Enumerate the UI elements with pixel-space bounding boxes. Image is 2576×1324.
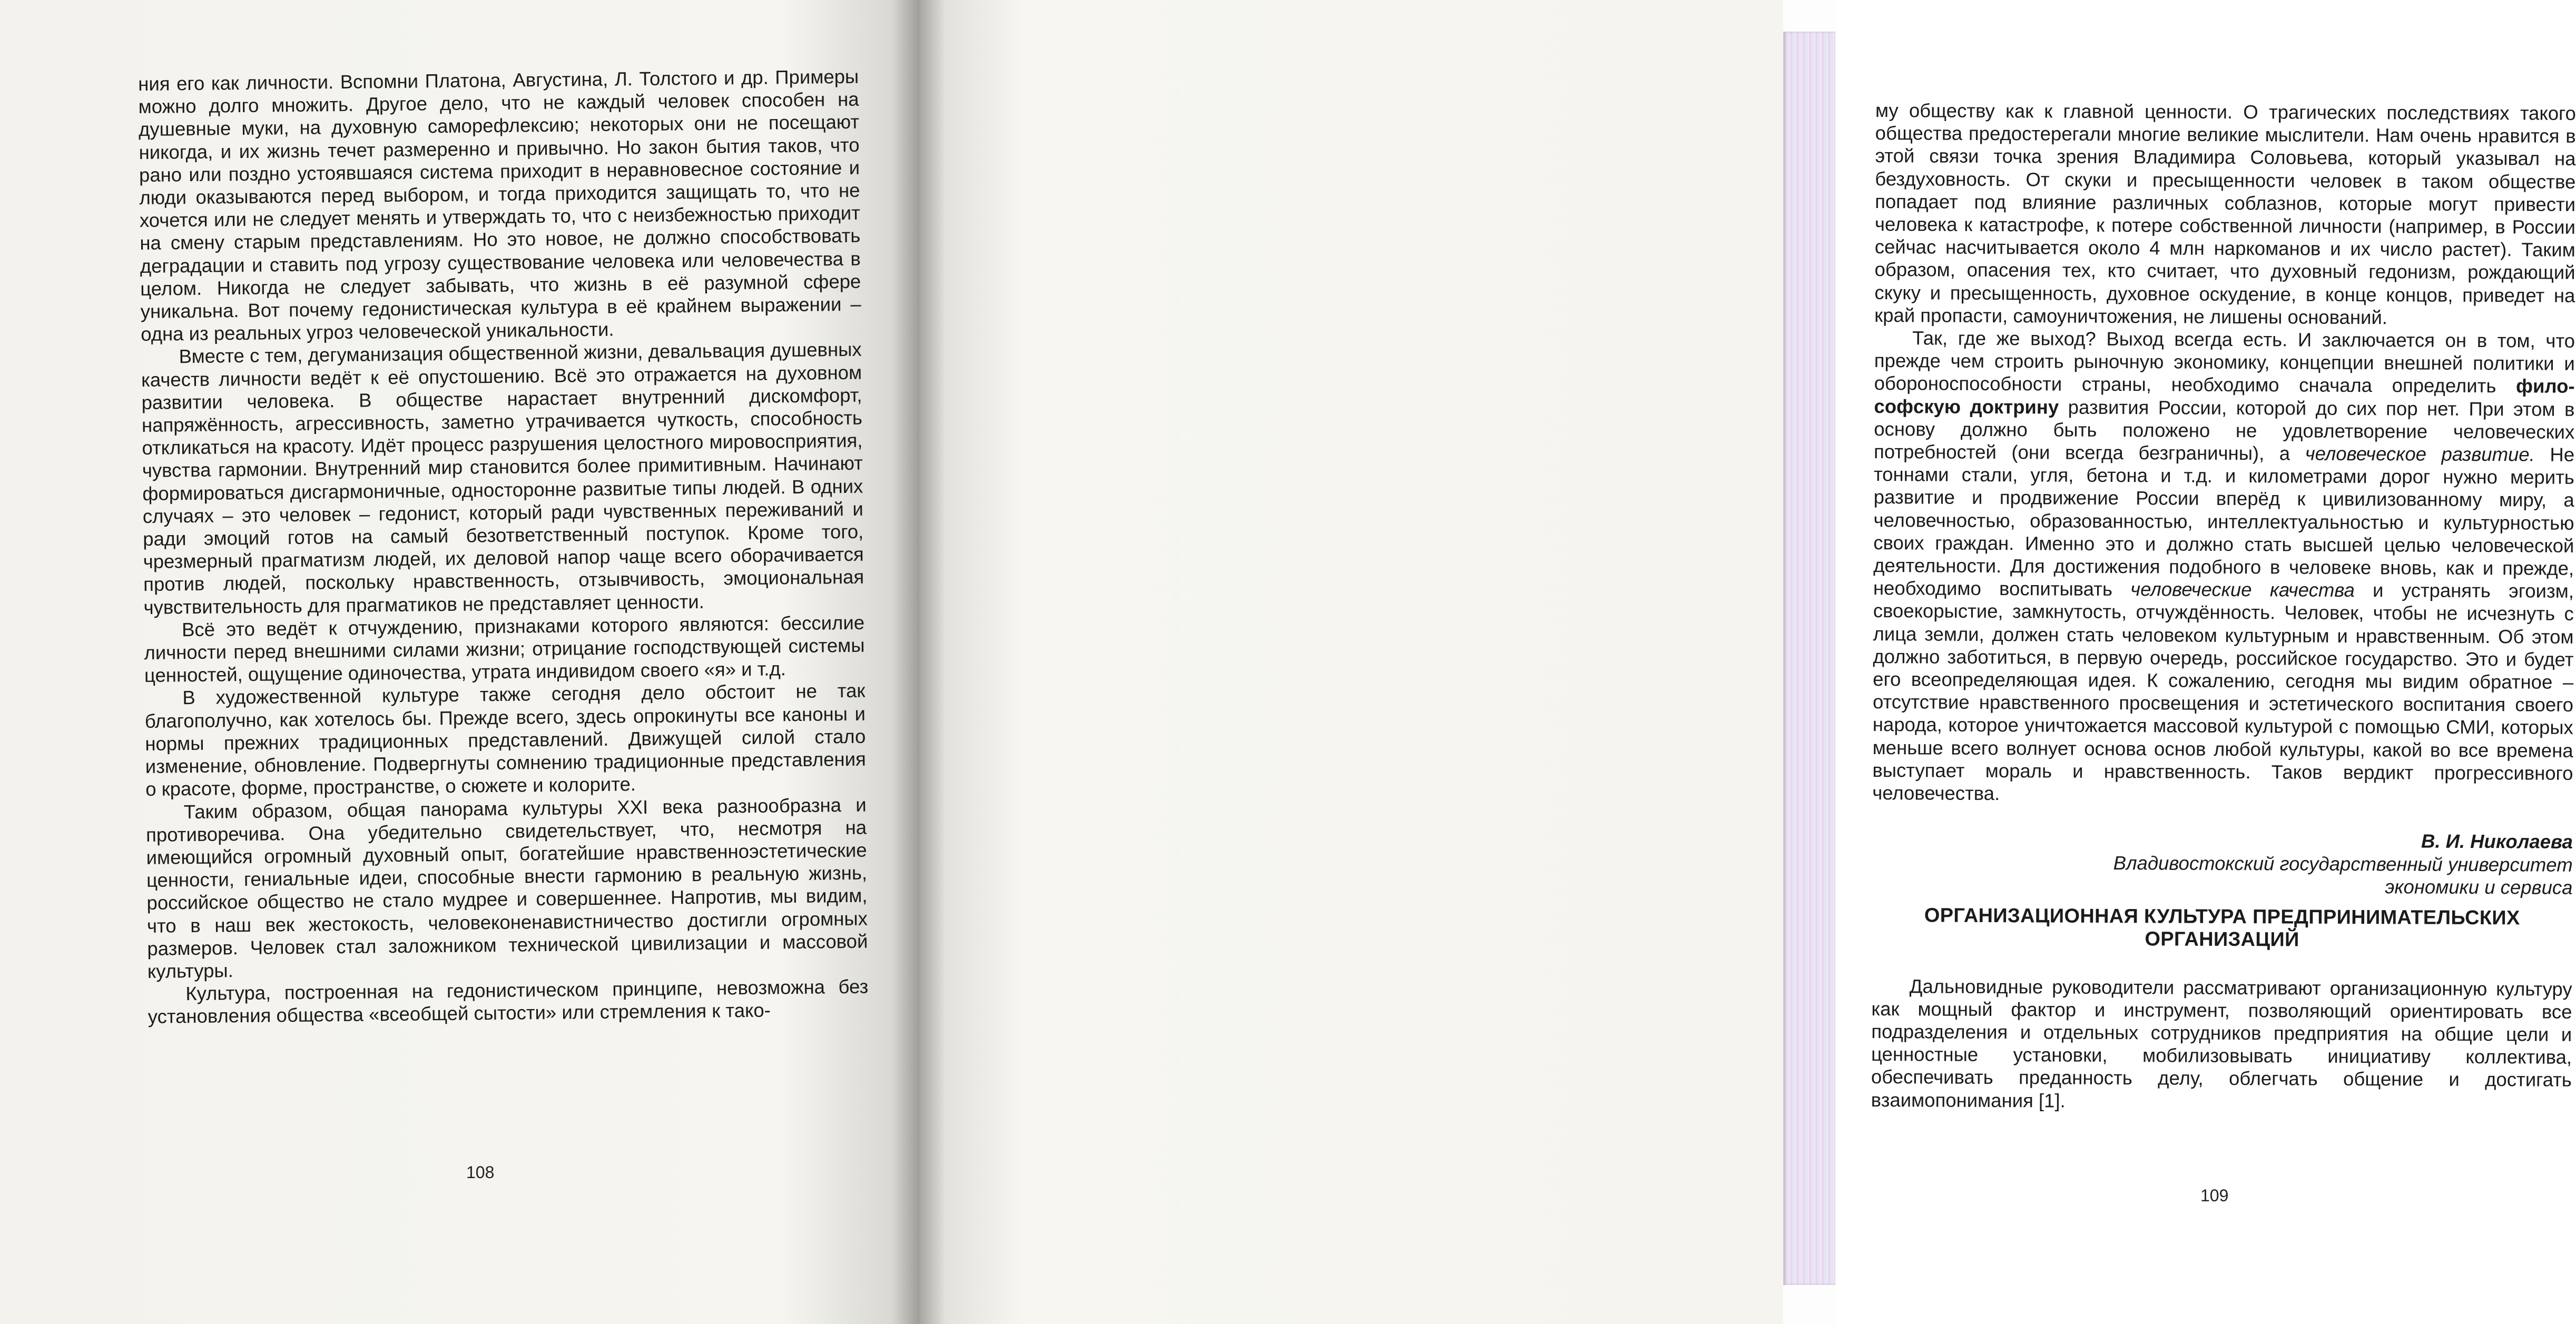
right-page-body [1872, 99, 2576, 807]
left-page-number: 108 [466, 1163, 495, 1182]
paragraph: Всё это ведёт к отчуждению, признаками которого являются: бессилие личности перед внешними силами жизни; отрицание господствующей системы ценностей, ощущение одиночества, утрата индивидом своего «я» и т.д. [144, 611, 865, 687]
paragraph: му обществу как к главной ценности. О трагических последствиях такого общества предостерегали многие великие мыслители. Нам очень нравится в этой связи точка зрения Владимира Соловьева, который указывал на бездуховность. От скуки и пресыщенности человек в таком обществе попадает под влияние различных соблазнов, которые могут привести человека к катастрофе, к потере собственной личности (например, в России сейчас насчитывается около 4 млн наркоманов и их число растет). Таким образом, опасения тех, кто считает, что духовный гедонизм, рождающий скуку и пресыщенность, духовное оскудение, в конце концов, приведет на край пропасти, самоуничтожения, не лишены оснований. [1874, 99, 2576, 329]
paragraph: Вместе с тем, дегуманизация общественной жизни, девальвация душевных качеств личности ведёт к её опустошению. Всё это отражается на духовном развитии человека. В обществе нарастает внутренний дискомфорт, напряжённость, агрессивность, заметно утрачивается чуткость, способность откликаться на красоту. Идёт процесс разрушения целостного мировосприятия, чувства гармонии. Внутренний мир становится более примитивным. Начинают формироваться дисгармоничные, односторонне развитые типы людей. В одних случаях – это человек – гедонист, который ради чувственных переживаний и ради эмоций готов на самый безответственный поступок. Кроме того, чрезмерный прагматизм людей, их деловой напор чаще всего оборачивается против людей, поскольку нравственность, отзывчивость, эмоциональная чувствительность для прагматиков не представляет ценности. [141, 339, 864, 618]
author-name: В. И. Николаева [2421, 830, 2573, 853]
article-title-line2: ОРГАНИЗАЦИЙ [2145, 927, 2299, 951]
right-page-text [1871, 99, 2576, 1114]
author-affiliation-line1: Владивостокский государственный университет [2113, 852, 2573, 876]
article-title-line1: ОРГАНИЗАЦИОННАЯ КУЛЬТУРА ПРЕДПРИНИМАТЕЛЬСКИХ [1924, 904, 2520, 929]
left-page-text [138, 65, 869, 1029]
page-block-edge [1783, 32, 1835, 1285]
right-page-number: 109 [2200, 1186, 2229, 1205]
italic-term: человеческие качества [2130, 578, 2355, 601]
author-block [1872, 827, 2573, 898]
article-title [1872, 904, 2572, 952]
author-affiliation-line2: экономики и сервиса [2385, 875, 2573, 898]
paragraph: Культура, построенная на гедонистическом принципе, невозможна без установления общества «всеобщей сытости» или стремления к тако- [148, 975, 869, 1028]
paragraph: В художественной культуре также сегодня дело обстоит не так благополучно, как хотелось бы. Прежде всего, здесь опрокинуты все каноны и нормы прежних традиционных представлений. Движущей силой стало изменение, обновление. Подвергнуты сомнению традиционные представления о красоте, форме, пространстве, о сюжете и колорите. [144, 680, 866, 801]
article-paragraph: Дальновидные руководители рассматривают организационную культуру как мощный фактор и инструмент, позволяющий ориентировать все подразделения и отдельных сотрудников предприятия на общие цели и ценностные установки, мобилизовывать инициативу коллектива, обеспечивать преданность делу, облегчать общение и достигать взаимопонимания [1]. [1871, 975, 2572, 1112]
bold-term: софскую доктрину [1874, 395, 2059, 418]
right-page [919, 0, 2576, 1324]
bold-term: фило- [2515, 375, 2575, 398]
left-page [0, 0, 919, 1324]
italic-term: человеческое развитие. [2305, 442, 2535, 466]
article-body [1871, 974, 2572, 1114]
paragraph: ния его как личности. Вспомни Платона, Августина, Л. Толстого и др. Примеры можно долго множить. Другое дело, что не каждый человек способен на душевные муки, на духовную саморефлексию; некоторых они не посещают никогда, и их жизнь течет размеренно и привычно. Но закон бытия таков, что рано или поздно устоявшаяся система приходит в неравновесное состояние и люди оказываются перед выбором, и тогда приходится защищать то, что не хочется или не следует менять и утверждать то, что с неизбежностью приходит на смену старым представлениям. Но это новое, не должно способствовать деградации и ставить под угрозу существование человека или человечества в целом. Никогда не следует забывать, что жизнь в её разумной сфере уникальна. Вот почему гедонистическая культура в её крайнем выражении – одна из реальных угроз человеческой уникальности. [138, 65, 861, 345]
paragraph: Так, где же выход? Выход всегда есть. И заключается он в том, что прежде чем строить рыночную экономику, концепции внешней политики и обороноспособности страны, необходимо сначала определить фило- софскую доктрину развития России, которой до сих пор нет. При этом в основу должно быть положено не удовлетворение человеческих потребностей (они всегда безграничны), а человеческое развитие. Не тоннами стали, угля, бетона и т.д. и километрами дорог нужно мерить развитие и продвижение России вперёд к цивилизованному миру, а человечностью, образованностью, интеллектуальностью и культурностью своих граждан. Именно это и должно стать высшей целью человеческой деятельности. Для достижения подобного в человеке вновь, как и прежде, необходимо воспитывать человеческие качества и устранять эгоизм, своекорыстие, замкнутость, отчуждённость. Человек, чтобы не исчезнуть с лица земли, должен стать человеком культурным и нравственным. Об этом должно заботиться, в первую очередь, российское государство. Это и будет его всеопределяющая идея. К сожалению, сегодня мы видим обратное – отсутствие нравственного просвещения и эстетического воспитания своего народа, которое уничтожается массовой культурой с помощью СМИ, которых меньше всего волнует основа основ любой культуры, какой во все времена выступает мораль и нравственность. Таков вердикт прогрессивного человечества. [1872, 327, 2575, 805]
paragraph: Таким образом, общая панорама культуры XXI века разнообразна и противоречива. Она убедительно свидетельствует, что, несмотря на имеющийся огромный духовный опыт, богатейшие нравственноэстетические ценности, гениальные идеи, способные внести гармонию в реальную жизнь, российское общество не стало мудрее и совершеннее. Напротив, мы видим, что в наш век жестокость, человеконенавистничество достигли огромных размеров. Человек стал заложником технической цивилизации и массовой культуры. [145, 794, 868, 982]
